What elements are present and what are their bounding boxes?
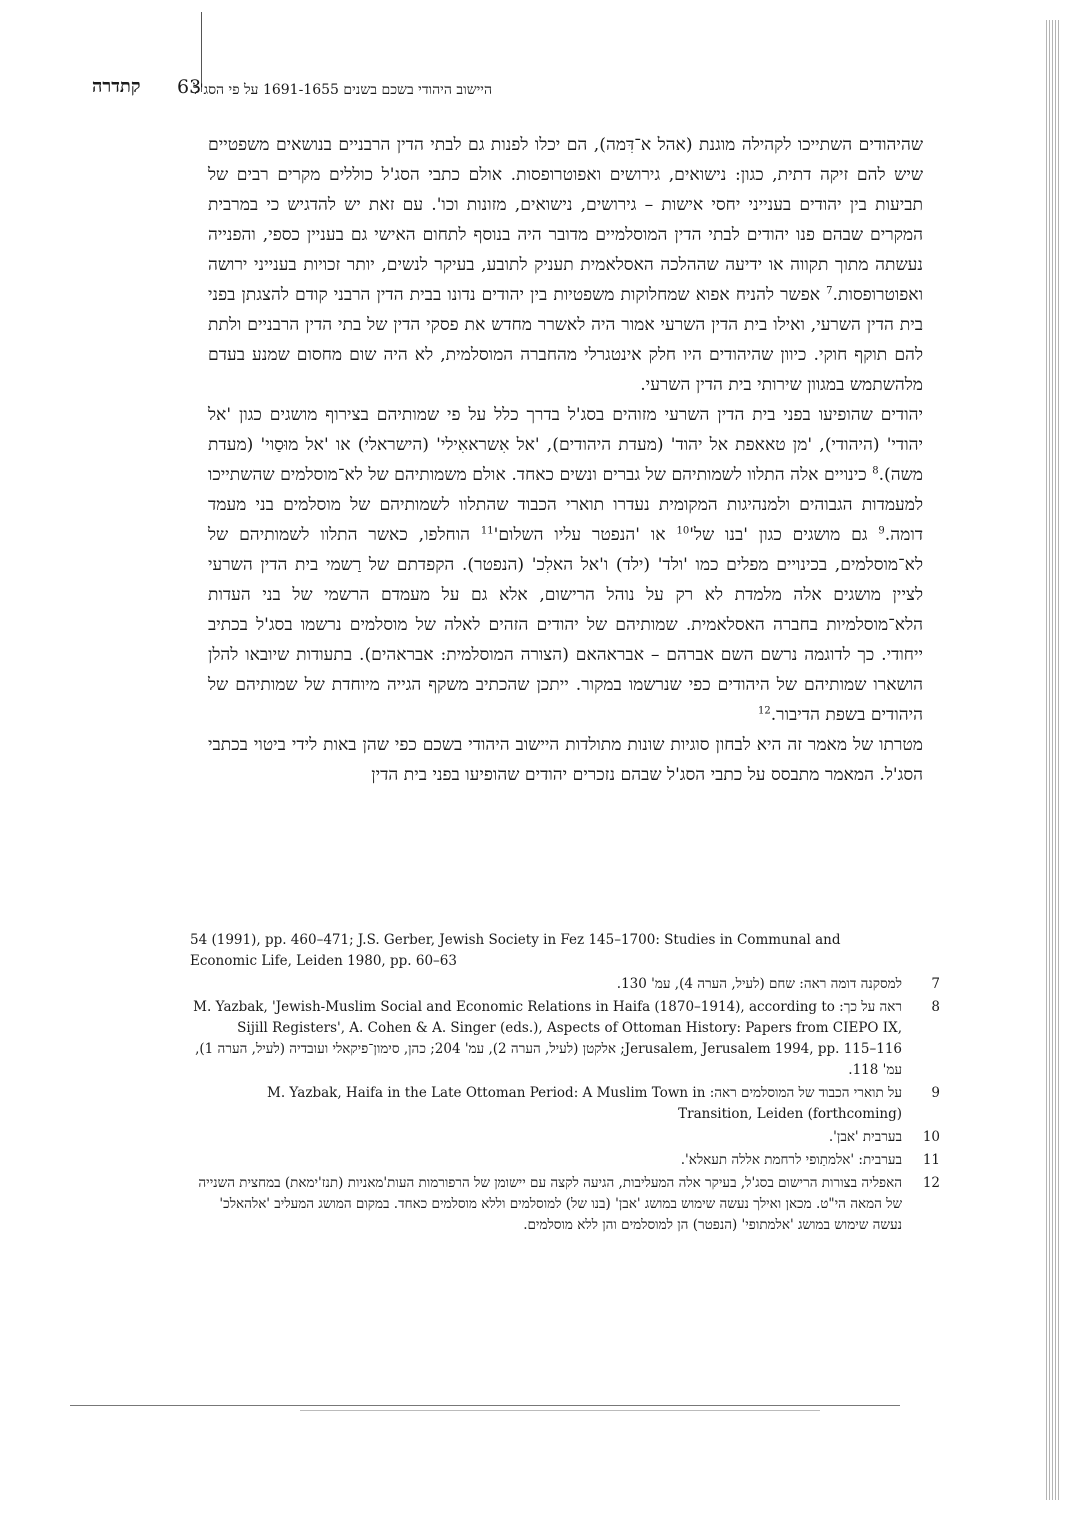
running-header	[92, 78, 912, 108]
page-bottom-rule	[70, 1405, 900, 1406]
page-number: 63	[177, 76, 202, 98]
footnote-ref-7[interactable]: 7	[826, 285, 833, 297]
footnote-9: 9 על תוארי הכבוד של המוסלמים ראה: M. Yazbak, Haifa in the Late Ottoman Period: A Muslim Town in Transition, Leiden (forthcoming)	[267, 1085, 940, 1122]
footnote-ref-9[interactable]: 9	[878, 525, 885, 537]
paragraph-2: יהודים שהופיעו בפני בית הדין השרעי מזוהים בסג'ל בדרך כלל על פי שמותיהם בצירוף מושגים כגון 'אל יהודי' (היהודי), 'מן טאאפת אל יהוד' (מעדת היהודים), 'אל אִשראאִילי' (הישראלי) או 'אל מוּסַוי' (מעדת משה).$^8$ כינויים אלה התלוו לשמותיהם של גברים ונשים כאחד. אולם משמותיהם של לא־מוסלמים שהשתייכו למעמדות הגבוהים ולמנהיגות המקומית נעדרו תוארי הכבוד שהתלוו לשמותיהם של מוסלמים בני מעמד דומה.$^9$ גם מושגים כגון 'בנו של'$^{10}$ או 'הנפטר עליו השלום'$^{11}$ הוחלפו, כאשר התלוו לשמותיהם של לא־מוסלמים, בכינויים מפלים כמו 'ולד' (ילד) ו'אל האלִכ' (הנפטר). הקפדתם של רַשמי בית הדין השרעי לציין מושגים אלה מלמדת לא רק על נוהל הרישום, אלא גם על מעמדם הרשמי של בני העדות הלא־מוסלמיות בחברה האסלאמית. שמותיהם של יהודים הזהים לאלה של מוסלמים נרשמו בסג'ל בכתיב ייחודי. כך לדוגמה נרשם השם אברהם – אבראהאם (הצורה המוסלמית: אבראהים). בתעודות שיובאו להלן הושארו שמותיהם של היהודים כפי שנרשמו במקור. ייתכן שהכתיב משקף הגייה מיוחדת של שמותיהם של היהודים בשפת הדיבור.$^{12}$	[208, 405, 923, 725]
running-title: היישוב היהודי בשכם בשנים 1691-1655 על פי הסג'ל	[193, 82, 492, 98]
footnote-11: 11 בערבית: 'אלמתַופי לרחמת אללה תעאלא'.	[680, 1152, 940, 1168]
footnote-8: 8 ראה על כך: M. Yazbak, 'Jewish-Muslim Social and Economic Relations in Haifa (1870–1914), according to Sijill Registers', A. Cohen & A. Singer (eds.), Aspects of Ottoman History: Papers from CIEPO IX, Jerusalem, Jerusalem 1994, pp. 115–116; אלקטן (לעיל, הערה 2), עמ' 204; כהן, סימון־פיקאלי ועובדיה (לעיל, הערה 1), עמ' 118.	[193, 999, 940, 1078]
paragraph-3: מטרתו של מאמר זה היא לבחון סוגיות שונות מתולדות היישוב היהודי בשכם כפי שהן באות לידי ביטוי בכתבי הסג'ל. המאמר מתבסס על כתבי הסג'ל שבהם נזכרים יהודים שהופיעו בפני בית הדין	[208, 735, 923, 785]
footnote-ref-10[interactable]: 10	[676, 525, 690, 537]
journal-name: קתדרה	[92, 76, 141, 97]
footnote-10: 10 בערבית 'אבן'.	[828, 1129, 940, 1145]
page-bottom-rule-2	[300, 1410, 820, 1411]
paragraph-1: שהיהודים השתייכו לקהילה מוגנת (אהל א־דִּמה), הם יכלו לפנות גם לבתי הדין הרבניים בנושאים משפטיים שיש להם זיקה דתית, כגון: נישואים, גירושים ואפוטרופסות. אולם כתבי הסג'ל כוללים מקרים רבים של תביעות בין יהודים בענייני יחסי אישות – גירושים, נישואים, מזונות וכו'. עם זאת יש להדגיש כי במרבית המקרים שבהם פנו יהודים לבתי הדין המוסלמיים מדובר היה בנוסף לתחום האישי גם בעניין כספי, והפנייה נעשתה מתוך תקווה או ידיעה שההלכה האסלאמית תעניק לתובע, בעיקר לנשים, יותר זכויות בענייני ירושה ואפוטרופסות.$^7$ אפשר להניח אפוא שמחלוקות משפטיות בין יהודים נדונו בבית הדין הרבני קודם להצגתן בפני בית הדין השרעי, ואילו בית הדין השרעי אמור היה לאשרר מחדש את פסקי הדין של בתי הדין הרבניים ולתת להם תוקף חוקי. כיוון שהיהודים היו חלק אינטגרלי מהחברה המוסלמית, לא היה שום מחסום שמנע בעדם מלהשתמש במגוון שירותי בית הדין השרעי.	[208, 135, 924, 395]
footnote-ref-8[interactable]: 8	[872, 465, 879, 477]
footnote-ref-12[interactable]: 12	[757, 705, 771, 717]
footnote-7: 7 למסקנה דומה ראה: שחם (לעיל, הערה 4), עמ' 130.	[616, 976, 940, 992]
main-body	[208, 130, 923, 790]
footnote-12: 12 האפליה בצורות הרישום בסג'ל, בעיקר אלה המעליבות, הגיעה לקצה עם יישומן של הרפורמות העות'מאניות (תנז'ימאת) במחצית השנייה של המאה הי"ט. מכאן ואילך נעשה שימוש במושג 'אבן' (בנו של) למוסלמים וללא מוסלמים כאחד. במקום המושג המעליב 'אלהאלכ' נעשה שימוש במושג 'אלמתופי' (הנפטר) הן למוסלמים והן ללא מוסלמים.	[198, 1175, 940, 1233]
footnote-continuation: 54 (1991), pp. 460–471; J.S. Gerber, Jewish Society in Fez 145–1700: Studies in Communal and Economic Life, Leiden 1980, pp. 60–63	[190, 932, 841, 969]
scan-binding-edge	[1046, 20, 1060, 1500]
footnotes	[190, 930, 940, 1238]
footnote-ref-11[interactable]: 11	[480, 525, 494, 537]
